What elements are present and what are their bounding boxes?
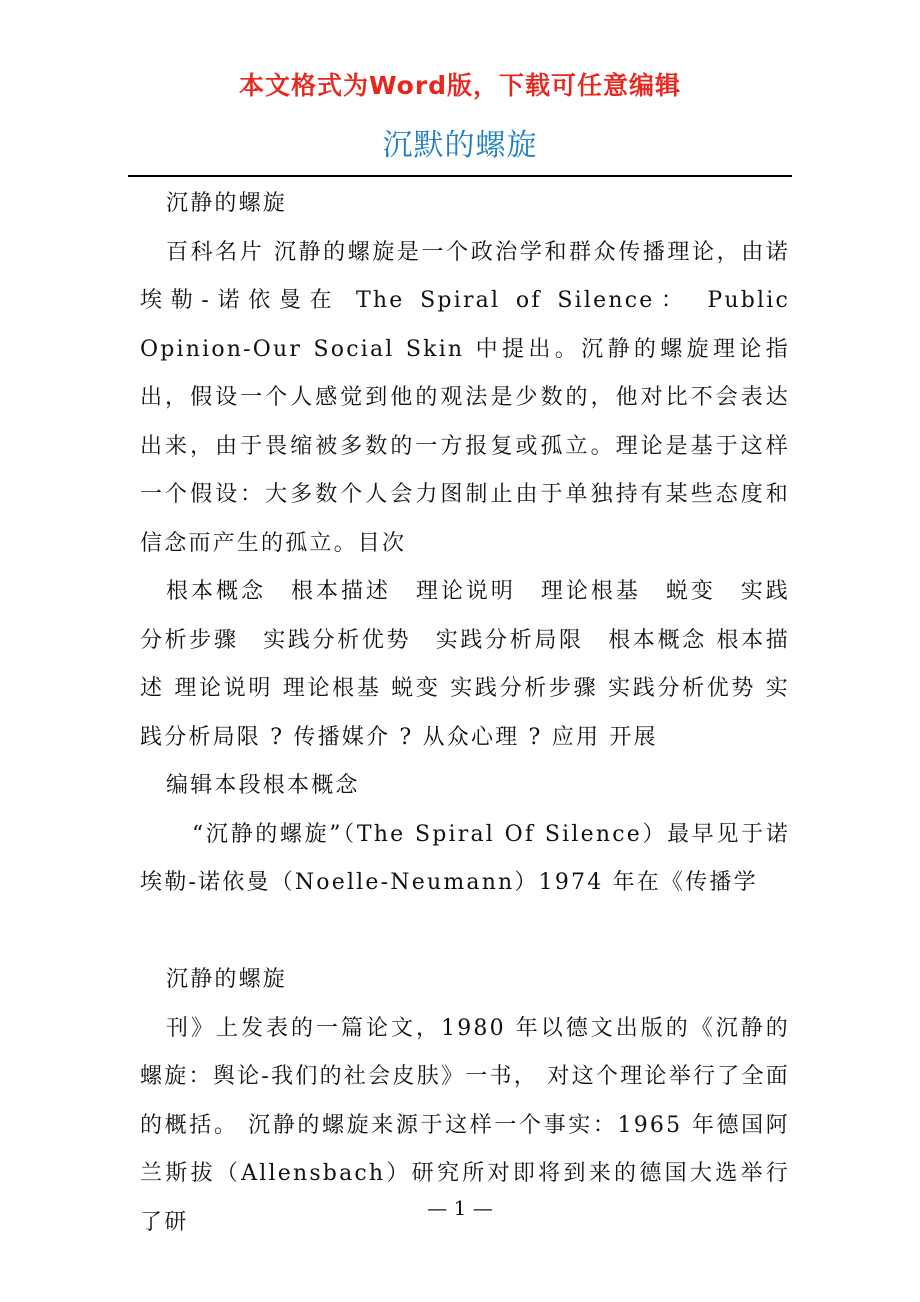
header-divider xyxy=(128,175,792,177)
paragraph-intro: 百科名片 沉静的螺旋是一个政治学和群众传播理论，由诺埃勒-诺依曼在 The Spiral of Silence： Public Opinion-Our Social Skin 中提出。沉静的螺旋理论指出，假设一个人感觉到他的观法是少数的，他对比不会表达出来，由于畏缩被多数的一方报复或孤立。理论是基于这样一个假设：大多数个人会力图制止由于单独持有某些态度和信念而产生的孤立。目次 xyxy=(140,239,790,556)
document-title: 沉默的螺旋 xyxy=(382,128,538,163)
paragraph-heading: 沉静的螺旋 xyxy=(166,191,288,216)
section-heading: 编辑本段根本概念 xyxy=(166,773,360,798)
paragraph-toc: 根本概念 根本描述 理论说明 理论根基 蜕变 实践分析步骤 实践分析优势 实践分析局限 根本概念 根本描述 理论说明 理论根基 蜕变 实践分析步骤 实践分析优势 实践分析局限 ? 传播媒介 ? 从众心理 ? 应用 开展 xyxy=(140,579,790,750)
document-body xyxy=(140,180,790,1247)
page-number: — 1 — xyxy=(427,1196,493,1220)
paragraph-heading-repeat: 沉静的螺旋 xyxy=(166,967,288,992)
paragraph-continued: 刊》上发表的一篇论文，1980 年以德文出版的《沉静的螺旋：舆论-我们的社会皮肤》一书， 对这个理论举行了全面的概括。 沉静的螺旋来源于这样一个事实：1965 年德国阿兰斯拔（Allensbach）研究所对即将到来的德国大选举行了研 xyxy=(140,1015,790,1235)
format-banner: 本文格式为Word版，下载可任意编辑 xyxy=(238,71,682,100)
paragraph-concept: “沉静的螺旋”（The Spiral Of Silence）最早见于诺埃勒-诺依曼（Noelle-Neumann）1974 年在《传播学 xyxy=(140,821,790,895)
spacer xyxy=(140,908,790,957)
